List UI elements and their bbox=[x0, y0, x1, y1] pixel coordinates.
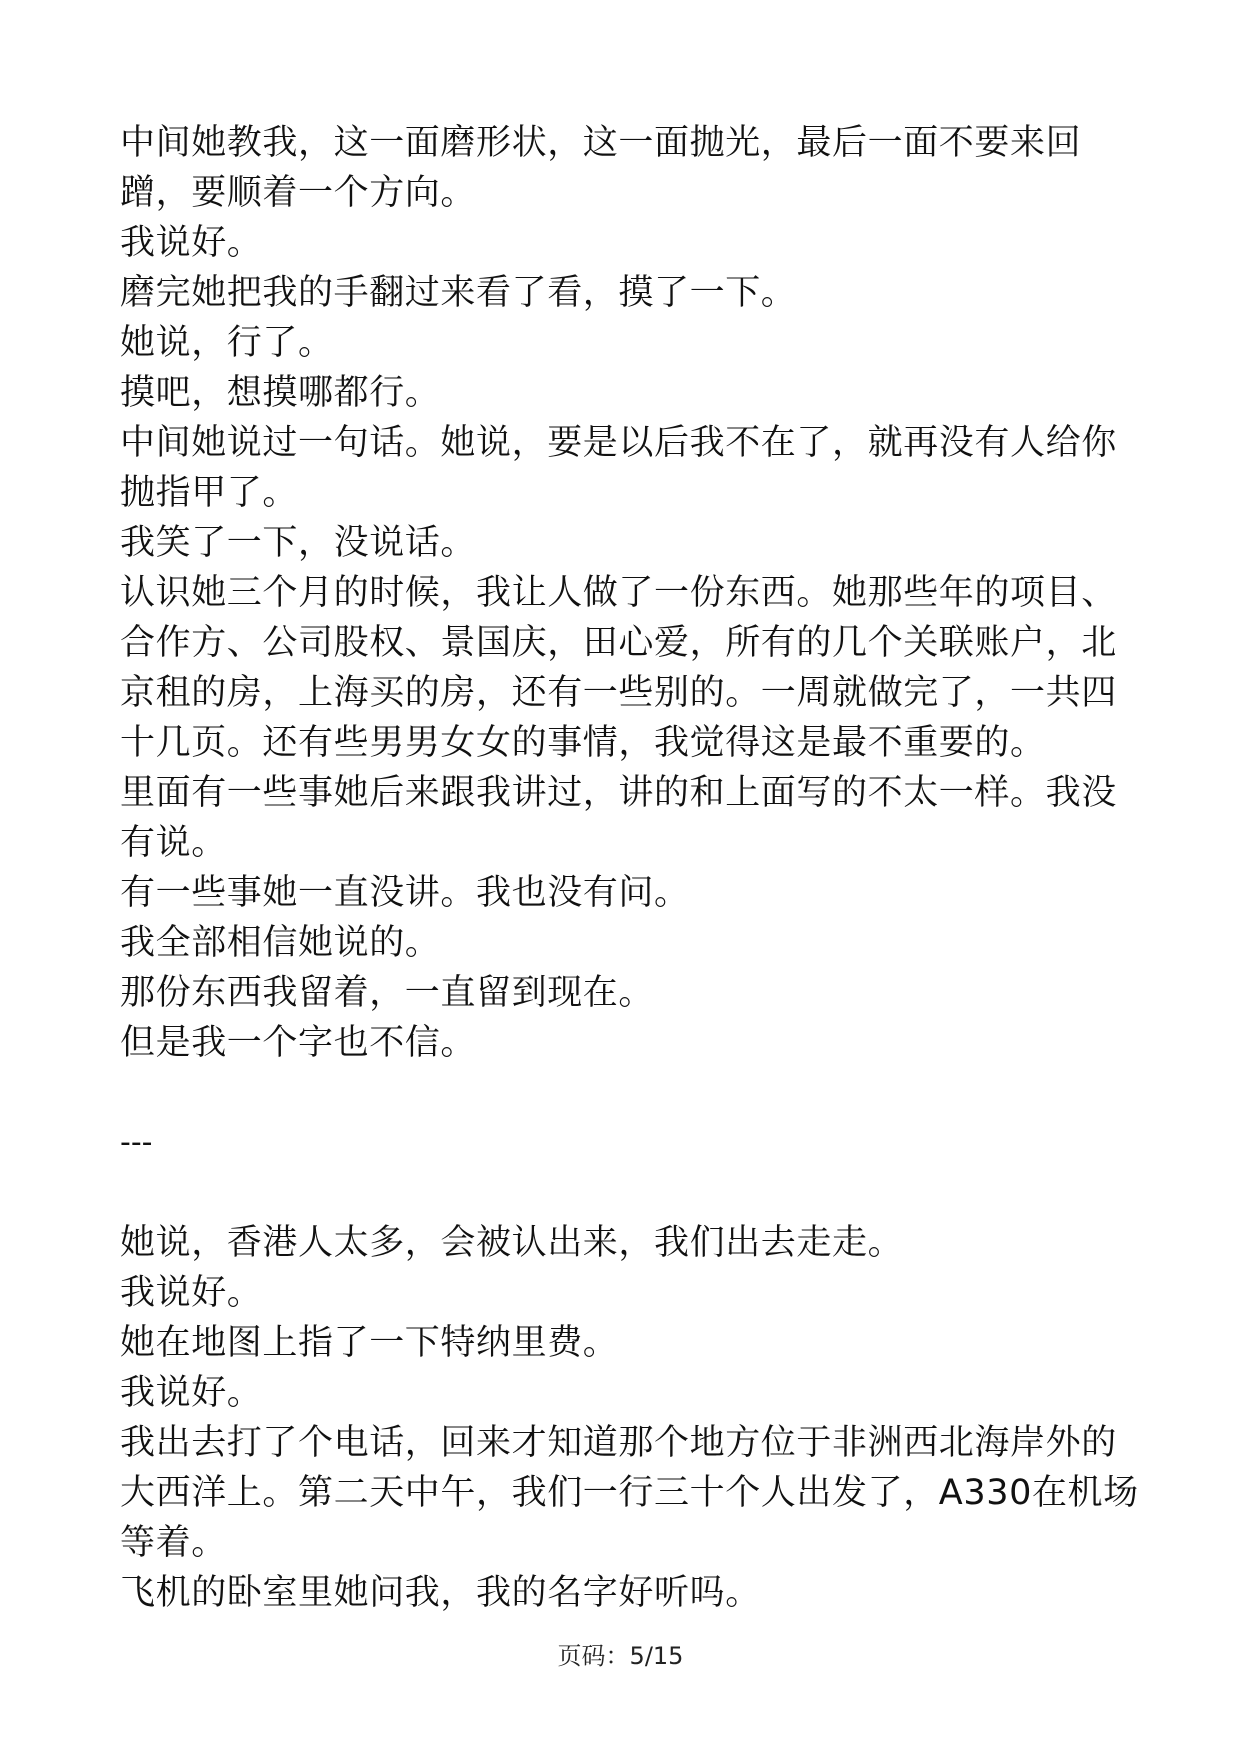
paragraph: 我说好。 bbox=[120, 1273, 263, 1313]
paragraph: 我全部相信她说的。 bbox=[120, 923, 441, 963]
paragraph: 飞机的卧室里她问我，我的名字好听吗。 bbox=[120, 1573, 761, 1613]
paragraph: 磨完她把我的手翻过来看了看，摸了一下。 bbox=[120, 273, 797, 313]
paragraph: 有一些事她一直没讲。我也没有问。 bbox=[120, 873, 690, 913]
paragraph: 我出去打了个电话，回来才知道那个地方位于非洲西北海岸外的 大西洋上。第二天中午，我们一行三十个人出发了，A330在机场 等着。 bbox=[120, 1423, 1139, 1563]
paragraph: 我说好。 bbox=[120, 223, 263, 263]
document-body bbox=[120, 118, 1140, 1618]
paragraph: 那份东西我留着，一直留到现在。 bbox=[120, 973, 655, 1013]
paragraph: 她说，香港人太多，会被认出来，我们出去走走。 bbox=[120, 1223, 904, 1263]
section-separator: --- bbox=[120, 1125, 153, 1160]
paragraph: 认识她三个月的时候，我让人做了一份东西。她那些年的项目、 合作方、公司股权、景国庆，田心爱，所有的几个关联账户，北 京租的房，上海买的房，还有一些别的。一周就做完了，一共四 十几页。还有些男男女女的事情，我觉得这是最不重要的。 bbox=[120, 573, 1117, 763]
paragraph: 但是我一个字也不信。 bbox=[120, 1023, 477, 1063]
page-number: 页码：5/15 bbox=[557, 1642, 684, 1670]
spacer bbox=[120, 1068, 1140, 1118]
spacer bbox=[120, 1168, 1140, 1218]
paragraph: 里面有一些事她后来跟我讲过，讲的和上面写的不太一样。我没 有说。 bbox=[120, 773, 1117, 863]
paragraph: 她说，行了。 bbox=[120, 323, 334, 363]
paragraph: 她在地图上指了一下特纳里费。 bbox=[120, 1323, 619, 1363]
paragraph: 中间她说过一句话。她说，要是以后我不在了，就再没有人给你 抛指甲了。 bbox=[120, 423, 1117, 513]
paragraph: 摸吧，想摸哪都行。 bbox=[120, 373, 441, 413]
paragraph: 中间她教我，这一面磨形状，这一面抛光，最后一面不要来回 蹭，要顺着一个方向。 bbox=[120, 123, 1082, 213]
paragraph: 我笑了一下，没说话。 bbox=[120, 523, 477, 563]
paragraph: 我说好。 bbox=[120, 1373, 263, 1413]
